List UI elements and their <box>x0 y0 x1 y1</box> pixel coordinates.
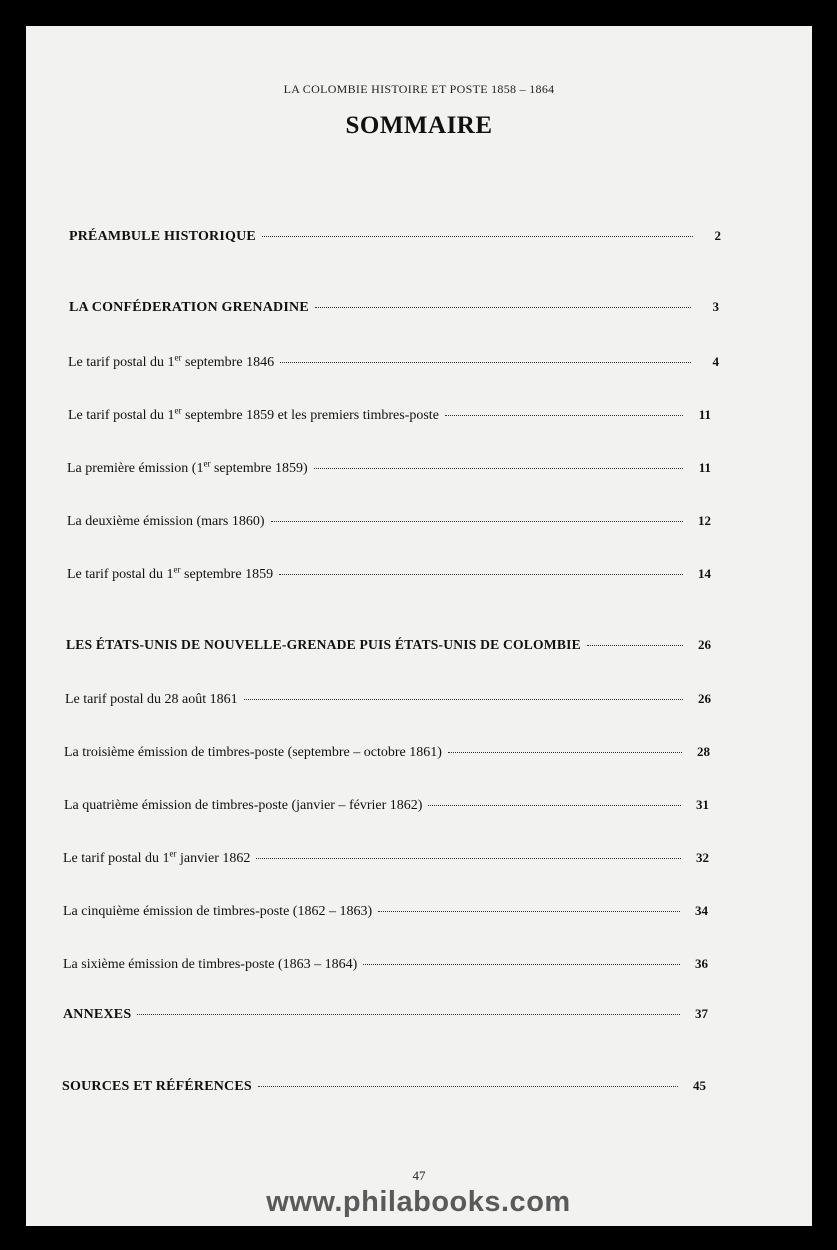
dot-leader <box>363 964 680 965</box>
toc-entry-page: 28 <box>697 744 710 759</box>
watermark-url: www.philabooks.com <box>266 1186 571 1218</box>
toc-entry-label: La troisième émission de timbres-poste (septembre – octobre 1861) <box>64 745 442 760</box>
toc-entry-annexes <box>63 1006 708 1023</box>
toc-entry-tarif-1859-premiers <box>68 407 711 424</box>
toc-entry-page: 26 <box>698 637 711 652</box>
toc-entry-page: 32 <box>696 850 709 865</box>
toc-entry-page: 4 <box>712 354 719 369</box>
toc-entry-label: La cinquième émission de timbres-poste (1862 – 1863) <box>63 904 373 919</box>
toc-entry-deuxieme-emission <box>67 513 711 530</box>
toc-entry-label: Le tarif postal du 1er janvier 1862 <box>63 848 251 866</box>
toc-entry-label: SOURCES ET RÉFÉRENCES <box>62 1079 252 1094</box>
toc-entry-label: LA CONFÉDERATION GRENADINE <box>69 300 309 315</box>
toc-entry-sixieme-emission <box>63 956 708 973</box>
toc-entry-preambule <box>69 228 721 245</box>
dot-leader <box>378 911 680 912</box>
toc-entry-label: La quatrième émission de timbres-poste (janvier – février 1862) <box>64 798 423 813</box>
toc-entry-tarif-1859 <box>67 566 711 583</box>
toc-entry-label: Le tarif postal du 1er septembre 1859 <box>67 564 274 582</box>
toc-entry-label: La sixième émission de timbres-poste (1863 – 1864) <box>63 957 358 972</box>
toc-entry-tarif-1846 <box>68 354 719 371</box>
toc-entry-page: 34 <box>695 903 708 918</box>
toc-entry-etats-unis <box>66 637 711 653</box>
dot-leader <box>587 645 683 646</box>
dot-leader <box>428 805 681 806</box>
toc-entry-page: 3 <box>712 299 719 314</box>
page-title: SOMMAIRE <box>345 112 493 139</box>
toc-entry-troisieme-emission <box>64 744 710 761</box>
dot-leader <box>280 362 691 363</box>
dot-leader <box>262 236 693 237</box>
toc-entry-page: 36 <box>695 956 708 971</box>
running-head: LA COLOMBIE HISTOIRE ET POSTE 1858 – 1864 <box>283 82 555 96</box>
dot-leader <box>445 415 683 416</box>
toc-entry-page: 14 <box>698 566 711 581</box>
document-page <box>26 26 812 1226</box>
dot-leader <box>314 468 683 469</box>
toc-entry-confederation <box>69 299 719 316</box>
dot-leader <box>315 307 691 308</box>
toc-entry-page: 31 <box>696 797 709 812</box>
toc-entry-label: Le tarif postal du 1er septembre 1846 <box>68 352 275 370</box>
toc-entry-label: PRÉAMBULE HISTORIQUE <box>69 229 256 244</box>
toc-entry-page: 12 <box>698 513 711 528</box>
toc-entry-tarif-1861 <box>65 691 711 708</box>
toc-entry-sources <box>62 1078 706 1095</box>
toc-entry-page: 45 <box>693 1078 706 1093</box>
toc-entry-page: 11 <box>698 407 711 422</box>
toc-entry-label: ANNEXES <box>63 1007 132 1022</box>
toc-entry-page: 2 <box>714 228 721 243</box>
toc-entry-page: 11 <box>698 460 711 475</box>
dot-leader <box>258 1086 678 1087</box>
toc-entry-quatrieme-emission <box>64 797 709 814</box>
dot-leader <box>448 752 682 753</box>
toc-entry-page: 37 <box>695 1006 708 1021</box>
page-number: 47 <box>412 1168 426 1183</box>
dot-leader <box>271 521 683 522</box>
toc-entry-cinquieme-emission <box>63 903 708 920</box>
dot-leader <box>137 1014 680 1015</box>
toc-entry-label: La première émission (1er septembre 1859) <box>67 458 308 476</box>
toc-entry-premiere-emission <box>67 460 711 477</box>
toc-entry-label: Le tarif postal du 28 août 1861 <box>65 692 238 707</box>
toc-entry-page: 26 <box>698 691 711 706</box>
dot-leader <box>244 699 683 700</box>
toc-entry-label: La deuxième émission (mars 1860) <box>67 514 265 529</box>
toc-entry-tarif-1862 <box>63 850 709 867</box>
dot-leader <box>256 858 681 859</box>
toc-entry-label: Le tarif postal du 1er septembre 1859 et les premiers timbres-poste <box>68 405 439 423</box>
toc-entry-label: LES ÉTATS-UNIS DE NOUVELLE-GRENADE PUIS ÉTATS-UNIS DE COLOMBIE <box>66 637 581 652</box>
dot-leader <box>279 574 683 575</box>
